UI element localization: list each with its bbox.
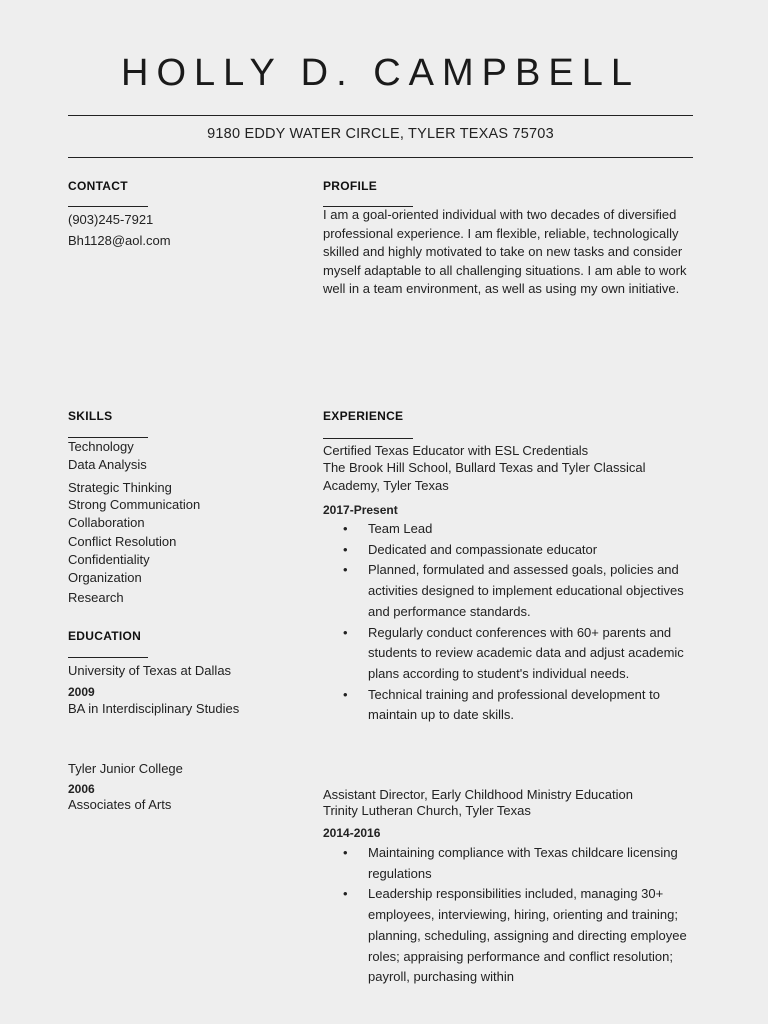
- candidate-name: HOLLY D. CAMPBELL: [121, 52, 640, 94]
- list-item: • Regularly conduct conferences with 60+ parents and students to review academic data and adjust academic plans according to student's individual needs.: [343, 624, 684, 681]
- profile-heading: PROFILE: [323, 179, 378, 193]
- skill-item: Technology: [68, 439, 134, 454]
- contact-rule: [68, 206, 148, 207]
- job-dates: 2017-Present: [323, 503, 398, 517]
- skill-item: Conflict Resolution: [68, 534, 177, 549]
- contact-email: Bh1128@aol.com: [68, 233, 171, 248]
- experience-heading: EXPERIENCE: [323, 409, 404, 423]
- education-degree: BA in Interdisciplinary Studies: [68, 701, 240, 716]
- bullet-icon: •: [343, 562, 348, 578]
- bullet-icon: •: [343, 886, 348, 902]
- education-heading: EDUCATION: [68, 629, 142, 643]
- education-school: Tyler Junior College: [68, 761, 183, 776]
- skills-heading: SKILLS: [68, 409, 113, 423]
- list-item: • Team Lead: [323, 519, 703, 540]
- job-role: Assistant Director, Early Childhood Ministry Education: [323, 787, 633, 802]
- contact-phone: (903)245-7921: [68, 212, 154, 227]
- education-year: 2009: [68, 685, 95, 699]
- bullet-icon: •: [343, 521, 348, 536]
- skill-item: Data Analysis: [68, 457, 147, 472]
- job-org: Academy, Tyler Texas: [323, 478, 449, 493]
- header-top-rule: [68, 115, 693, 116]
- list-item: • Planned, formulated and assessed goals, policies and activities designed to implement educational objectives and performance standards.: [343, 562, 684, 619]
- education-school: University of Texas at Dallas: [68, 663, 232, 678]
- job-org: Trinity Lutheran Church, Tyler Texas: [323, 803, 531, 818]
- skill-item: Confidentiality: [68, 552, 150, 567]
- skill-item: Research: [68, 590, 124, 605]
- bullet-icon: •: [343, 845, 348, 860]
- list-item: • Dedicated and compassionate educator: [323, 540, 703, 561]
- education-rule: [68, 657, 148, 658]
- profile-text: I am a goal-oriented individual with two decades of diversified professional experience. I am flexible, reliable, technologically skilled and highly motivated to take on new tasks and consider myself adaptable to all challenging situations. I am able to work well in a team environment, as well as using my own initiative.: [323, 207, 687, 297]
- list-item: • Maintaining compliance with Texas childcare licensing regulations: [343, 845, 678, 881]
- skill-item: Strong Communication: [68, 497, 201, 512]
- bullet-icon: •: [343, 686, 348, 702]
- bullet-icon: •: [343, 624, 348, 640]
- education-year: 2006: [68, 782, 95, 796]
- contact-heading: CONTACT: [68, 179, 128, 193]
- education-degree: Associates of Arts: [68, 797, 172, 812]
- experience-rule: [323, 438, 413, 439]
- header-bottom-rule: [68, 157, 693, 158]
- address: 9180 EDDY WATER CIRCLE, TYLER TEXAS 75703: [207, 126, 554, 142]
- list-item: • Technical training and professional development to maintain up to date skills.: [343, 686, 660, 723]
- job-org: The Brook Hill School, Bullard Texas and Tyler Classical: [323, 460, 646, 475]
- bullet-icon: •: [343, 541, 348, 557]
- skill-item: Organization: [68, 570, 142, 585]
- job-dates: 2014-2016: [323, 826, 381, 840]
- job-bullets: [323, 519, 703, 726]
- list-item: • Leadership responsibilities included, managing 30+ employees, interviewing, hiring, orienting and training; planning, scheduling, assigning and directing employee roles; appraising performance and conflict resolution; payroll, purchasing within: [343, 886, 687, 985]
- job-bullets: [323, 843, 703, 988]
- skill-item: Strategic Thinking: [68, 480, 172, 495]
- job-role: Certified Texas Educator with ESL Credentials: [323, 443, 589, 458]
- skill-item: Collaboration: [68, 515, 145, 530]
